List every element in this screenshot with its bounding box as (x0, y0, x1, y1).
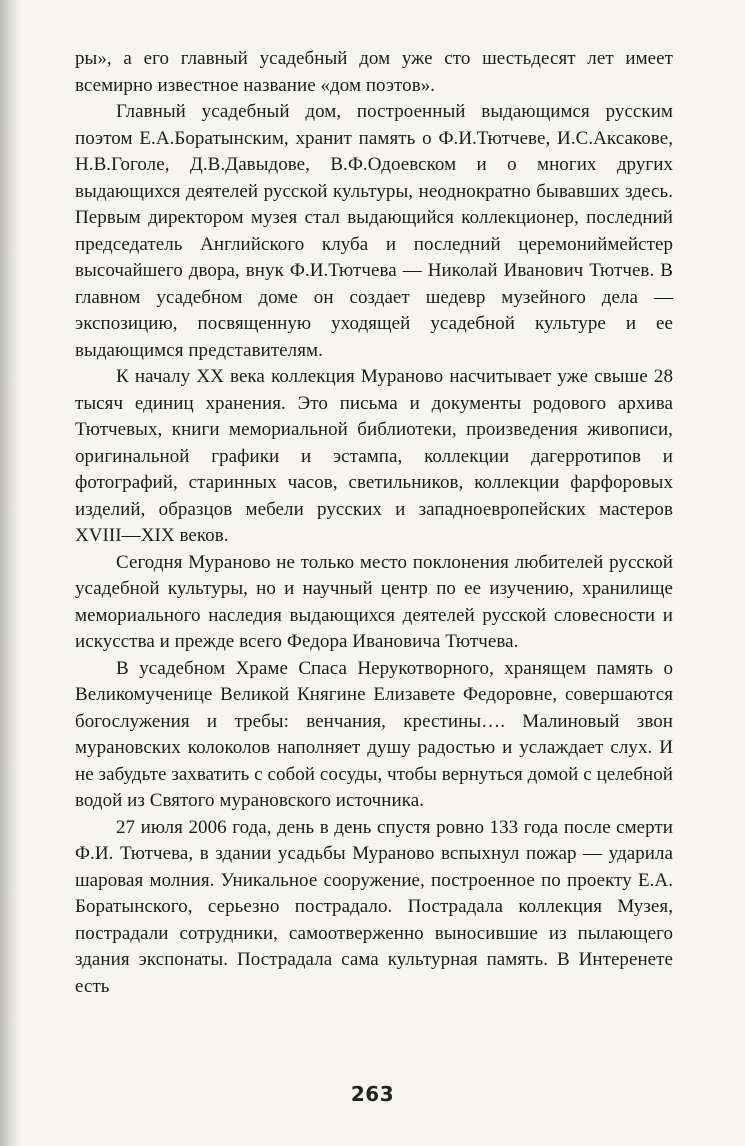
paragraph-collection: К началу XX века коллекция Мураново насчитывает уже свыше 28 тысяч единиц хранения. Это письма и документы родового архива Тютчевых, книги мемориальной библиотеки, произведения живописи, оригинальной графики и эстампа, коллекции дагерротипов и фотографий, старинных часов, светильников, коллекции фарфоровых изделий, образцов мебели русских и западноевропейских мастеров XVIII—XIX веков. (75, 366, 673, 546)
page-number: 263 (350, 1082, 395, 1106)
paragraph-continuation: ры», а его главный усадебный дом уже сто шестьдесят лет имеет всемирно известное название «дом поэтов». (75, 48, 673, 96)
scan-shadow-edge (0, 0, 22, 1146)
paragraph-church: В усадебном Храме Спаса Нерукотворного, хранящем память о Великомученице Великой Княгине Елизавете Федоровне, совершаются богослужения и требы: венчания, крестины…. Малиновый звон мурановских колоколов наполняет душу радостью и услаждает слух. И не забудьте захватить с собой сосуды, чтобы вернуться домой с целебной водой из Святого мурановского источника. (75, 657, 673, 811)
body-text (75, 46, 673, 1000)
paragraph-today: Сегодня Мураново не только место поклонения любителей русской усадебной культуры, но и научный центр по ее изучению, хранилище мемориального наследия выдающихся деятелей русской словесности и искусства и прежде всего Федора Ивановича Тютчева. (75, 551, 673, 652)
paragraph-fire: 27 июля 2006 года, день в день спустя ровно 133 года после смерти Ф.И. Тютчева, в здании усадьбы Мураново вспыхнул пожар — ударила шаровая молния. Уникальное сооружение, построенное по проекту Е.А. Боратынского, серьезно пострадало. Пострадала коллекция Музея, пострадали сотрудники, самоотверженно выносившие из пылающего здания экспонаты. Пострадала сама культурная память. В Интеренете есть (75, 816, 673, 997)
paragraph-main-house: Главный усадебный дом, построенный выдающимся русским поэтом Е.А.Боратынским, хранит память о Ф.И.Тютчеве, И.С.Аксакове, Н.В.Гоголе, Д.В.Давыдове, В.Ф.Одоевском и о многих других выдающихся деятелей русской культуры, неоднократно бывавших здесь. Первым директором музея стал выдающийся коллекционер, последний председатель Английского клуба и последний церемониймейстер высочайшего двора, внук Ф.И.Тютчева — Николай Иванович Тютчев. В главном усадебном доме он создает шедевр музейного дела — экспозицию, посвященную уходящей усадебной культуре и ее выдающимся представителям. (75, 101, 673, 361)
